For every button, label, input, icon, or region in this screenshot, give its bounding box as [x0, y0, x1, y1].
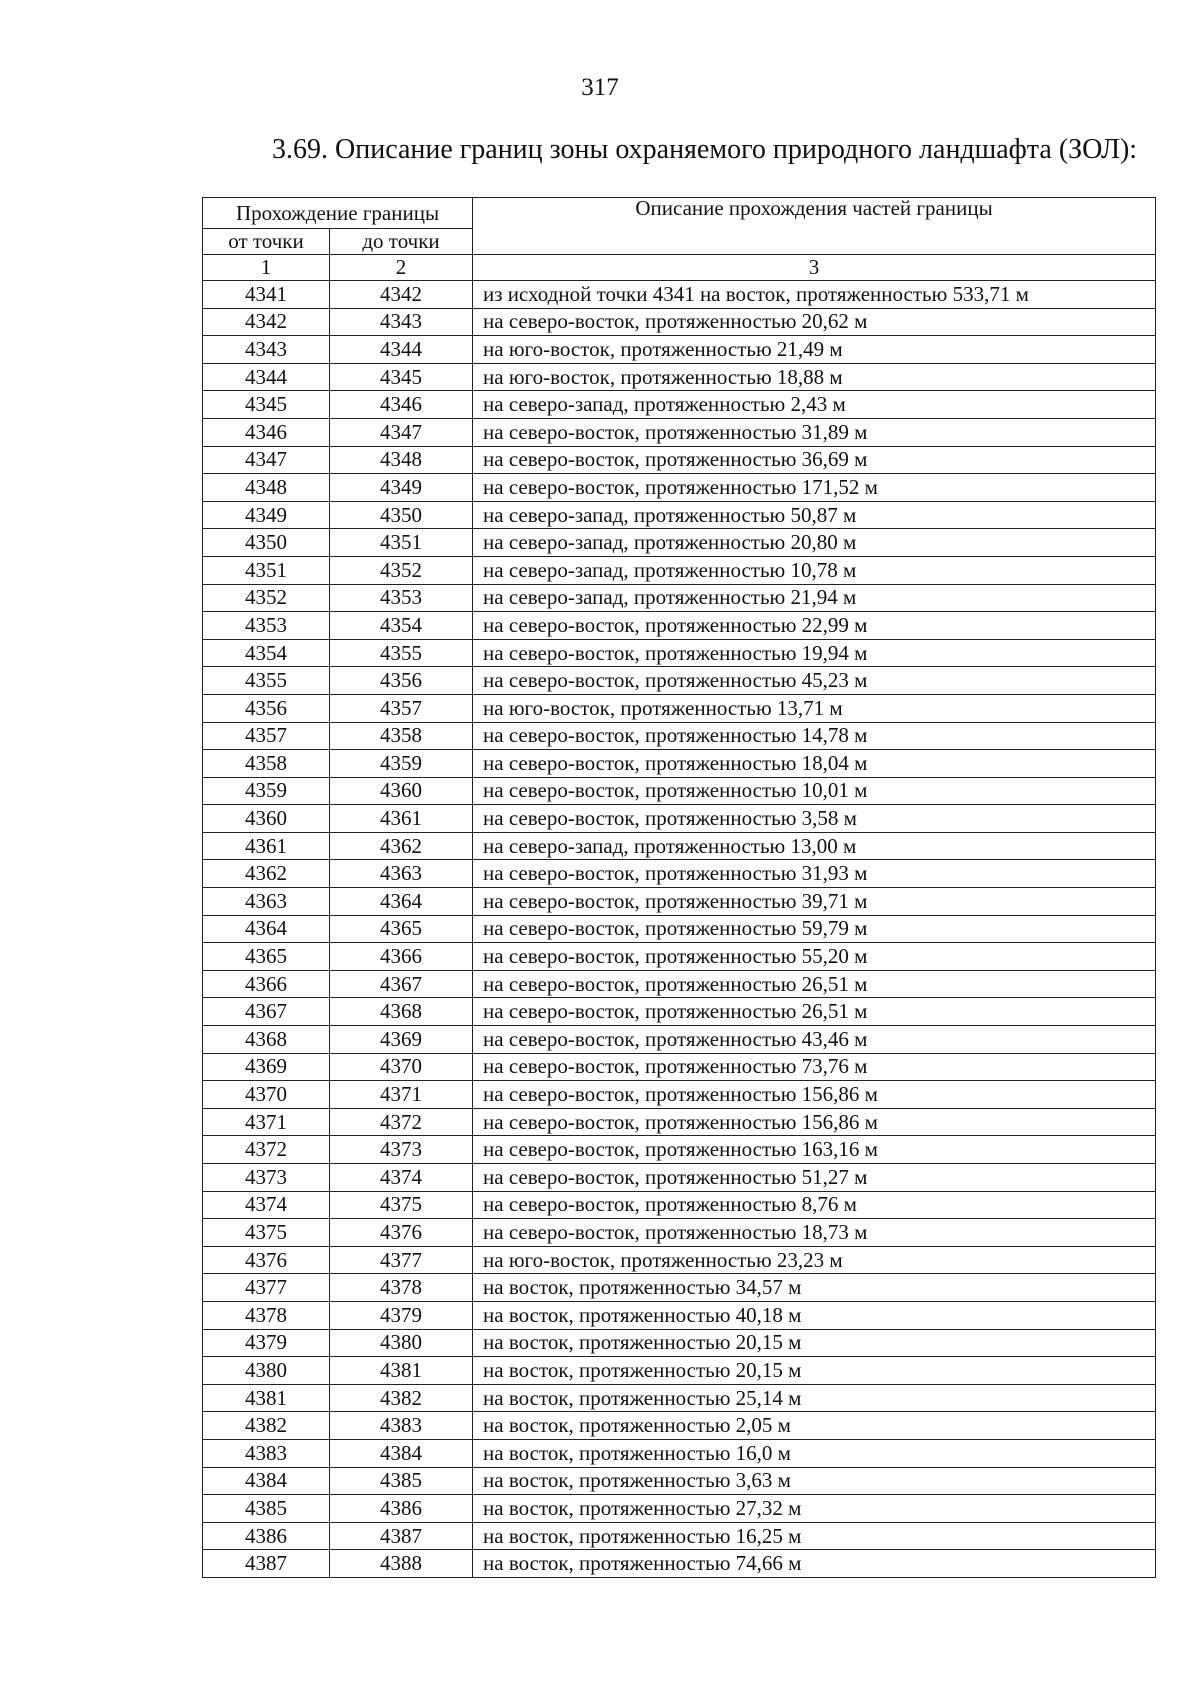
table-row: [203, 1164, 1156, 1192]
from-point-cell: 4348: [203, 474, 330, 502]
to-point-cell: 4348: [330, 446, 473, 474]
table-row: [203, 1384, 1156, 1412]
to-point-cell: 4380: [330, 1329, 473, 1357]
to-point-cell: 4383: [330, 1412, 473, 1440]
from-point-cell: 4351: [203, 556, 330, 584]
description-cell: на северо-запад, протяженностью 21,94 м: [473, 584, 1156, 612]
table-row: [203, 639, 1156, 667]
description-cell: на северо-восток, протяженностью 18,04 м: [473, 750, 1156, 778]
from-point-cell: 4381: [203, 1384, 330, 1412]
boundary-table: [202, 197, 1156, 1578]
from-point-cell: 4367: [203, 998, 330, 1026]
from-point-cell: 4343: [203, 336, 330, 364]
from-point-cell: 4342: [203, 308, 330, 336]
table-row: [203, 694, 1156, 722]
from-point-cell: 4346: [203, 418, 330, 446]
table-row: [203, 1495, 1156, 1523]
table-row: [203, 612, 1156, 640]
table-row: [203, 391, 1156, 419]
from-point-cell: 4380: [203, 1357, 330, 1385]
description-cell: на северо-запад, протяженностью 10,78 м: [473, 556, 1156, 584]
table-row: [203, 556, 1156, 584]
column-number: 1: [203, 255, 330, 281]
description-cell: из исходной точки 4341 на восток, протяженностью 533,71 м: [473, 281, 1156, 309]
from-point-cell: 4341: [203, 281, 330, 309]
to-point-cell: 4371: [330, 1081, 473, 1109]
to-point-cell: 4374: [330, 1164, 473, 1192]
to-point-cell: 4344: [330, 336, 473, 364]
from-point-cell: 4373: [203, 1164, 330, 1192]
description-cell: на северо-восток, протяженностью 26,51 м: [473, 970, 1156, 998]
from-point-cell: 4370: [203, 1081, 330, 1109]
column-number: 2: [330, 255, 473, 281]
description-cell: на северо-запад, протяженностью 20,80 м: [473, 529, 1156, 557]
table-row: [203, 1301, 1156, 1329]
from-point-cell: 4378: [203, 1301, 330, 1329]
to-point-cell: 4342: [330, 281, 473, 309]
description-cell: на северо-восток, протяженностью 163,16 м: [473, 1136, 1156, 1164]
to-point-cell: 4347: [330, 418, 473, 446]
description-cell: на северо-восток, протяженностью 19,94 м: [473, 639, 1156, 667]
description-cell: на северо-восток, протяженностью 18,73 м: [473, 1219, 1156, 1247]
to-point-cell: 4375: [330, 1191, 473, 1219]
table-row: [203, 529, 1156, 557]
description-cell: на восток, протяженностью 2,05 м: [473, 1412, 1156, 1440]
to-point-cell: 4382: [330, 1384, 473, 1412]
from-point-cell: 4345: [203, 391, 330, 419]
to-point-cell: 4349: [330, 474, 473, 502]
description-cell: на юго-восток, протяженностью 23,23 м: [473, 1246, 1156, 1274]
column-number: 3: [473, 255, 1156, 281]
to-point-cell: 4367: [330, 970, 473, 998]
from-point-cell: 4347: [203, 446, 330, 474]
table-row: [203, 1357, 1156, 1385]
table-row: [203, 1191, 1156, 1219]
table-row: [203, 1467, 1156, 1495]
to-point-cell: 4359: [330, 750, 473, 778]
description-cell: на северо-восток, протяженностью 36,69 м: [473, 446, 1156, 474]
table-row: [203, 1550, 1156, 1578]
table-row: [203, 418, 1156, 446]
description-cell: на северо-запад, протяженностью 13,00 м: [473, 832, 1156, 860]
from-point-cell: 4384: [203, 1467, 330, 1495]
from-point-cell: 4371: [203, 1108, 330, 1136]
description-cell: на северо-восток, протяженностью 59,79 м: [473, 915, 1156, 943]
table-row: [203, 336, 1156, 364]
to-point-cell: 4346: [330, 391, 473, 419]
table-row: [203, 1219, 1156, 1247]
from-point-cell: 4365: [203, 943, 330, 971]
table-row: [203, 1081, 1156, 1109]
table-row: [203, 584, 1156, 612]
to-point-cell: 4362: [330, 832, 473, 860]
to-point-cell: 4379: [330, 1301, 473, 1329]
description-cell: на северо-восток, протяженностью 39,71 м: [473, 888, 1156, 916]
header-boundary-passage: Прохождение границы: [203, 198, 473, 229]
from-point-cell: 4344: [203, 363, 330, 391]
description-cell: на северо-восток, протяженностью 26,51 м: [473, 998, 1156, 1026]
table-row: [203, 970, 1156, 998]
description-cell: на северо-восток, протяженностью 156,86 м: [473, 1081, 1156, 1109]
description-cell: на северо-восток, протяженностью 31,93 м: [473, 860, 1156, 888]
table-row: [203, 501, 1156, 529]
table-row: [203, 915, 1156, 943]
to-point-cell: 4366: [330, 943, 473, 971]
table-row: [203, 1274, 1156, 1302]
table-row: [203, 805, 1156, 833]
table-row: [203, 308, 1156, 336]
to-point-cell: 4388: [330, 1550, 473, 1578]
from-point-cell: 4382: [203, 1412, 330, 1440]
table-row: [203, 750, 1156, 778]
description-cell: на восток, протяженностью 34,57 м: [473, 1274, 1156, 1302]
to-point-cell: 4355: [330, 639, 473, 667]
description-cell: на северо-восток, протяженностью 14,78 м: [473, 722, 1156, 750]
to-point-cell: 4385: [330, 1467, 473, 1495]
table-row: [203, 474, 1156, 502]
from-point-cell: 4386: [203, 1522, 330, 1550]
from-point-cell: 4356: [203, 694, 330, 722]
description-cell: на северо-запад, протяженностью 50,87 м: [473, 501, 1156, 529]
from-point-cell: 4375: [203, 1219, 330, 1247]
to-point-cell: 4356: [330, 667, 473, 695]
from-point-cell: 4361: [203, 832, 330, 860]
table-row: [203, 281, 1156, 309]
header-from-point: от точки: [203, 229, 330, 255]
to-point-cell: 4354: [330, 612, 473, 640]
to-point-cell: 4373: [330, 1136, 473, 1164]
from-point-cell: 4363: [203, 888, 330, 916]
from-point-cell: 4372: [203, 1136, 330, 1164]
from-point-cell: 4376: [203, 1246, 330, 1274]
to-point-cell: 4386: [330, 1495, 473, 1523]
to-point-cell: 4350: [330, 501, 473, 529]
to-point-cell: 4369: [330, 1026, 473, 1054]
description-cell: на восток, протяженностью 25,14 м: [473, 1384, 1156, 1412]
table-row: [203, 722, 1156, 750]
to-point-cell: 4365: [330, 915, 473, 943]
from-point-cell: 4364: [203, 915, 330, 943]
to-point-cell: 4352: [330, 556, 473, 584]
table-row: [203, 1026, 1156, 1054]
table-row: [203, 1108, 1156, 1136]
to-point-cell: 4368: [330, 998, 473, 1026]
from-point-cell: 4358: [203, 750, 330, 778]
to-point-cell: 4343: [330, 308, 473, 336]
description-cell: на северо-восток, протяженностью 45,23 м: [473, 667, 1156, 695]
from-point-cell: 4350: [203, 529, 330, 557]
table-row: [203, 860, 1156, 888]
description-cell: на юго-восток, протяженностью 21,49 м: [473, 336, 1156, 364]
table-row: [203, 1053, 1156, 1081]
to-point-cell: 4351: [330, 529, 473, 557]
header-to-point: до точки: [330, 229, 473, 255]
description-cell: на северо-восток, протяженностью 171,52 м: [473, 474, 1156, 502]
description-cell: на северо-восток, протяженностью 22,99 м: [473, 612, 1156, 640]
column-number-row: [203, 255, 1156, 281]
description-cell: на северо-восток, протяженностью 73,76 м: [473, 1053, 1156, 1081]
from-point-cell: 4354: [203, 639, 330, 667]
to-point-cell: 4345: [330, 363, 473, 391]
from-point-cell: 4387: [203, 1550, 330, 1578]
to-point-cell: 4360: [330, 777, 473, 805]
to-point-cell: 4384: [330, 1439, 473, 1467]
from-point-cell: 4349: [203, 501, 330, 529]
description-cell: на северо-восток, протяженностью 43,46 м: [473, 1026, 1156, 1054]
to-point-cell: 4378: [330, 1274, 473, 1302]
to-point-cell: 4364: [330, 888, 473, 916]
from-point-cell: 4352: [203, 584, 330, 612]
description-cell: на восток, протяженностью 16,0 м: [473, 1439, 1156, 1467]
from-point-cell: 4366: [203, 970, 330, 998]
description-cell: на юго-восток, протяженностью 18,88 м: [473, 363, 1156, 391]
table-row: [203, 1246, 1156, 1274]
description-cell: на юго-восток, протяженностью 13,71 м: [473, 694, 1156, 722]
table-row: [203, 667, 1156, 695]
from-point-cell: 4355: [203, 667, 330, 695]
to-point-cell: 4357: [330, 694, 473, 722]
description-cell: на северо-восток, протяженностью 20,62 м: [473, 308, 1156, 336]
table-row: [203, 1522, 1156, 1550]
table-row: [203, 832, 1156, 860]
table-row: [203, 943, 1156, 971]
description-cell: на северо-восток, протяженностью 51,27 м: [473, 1164, 1156, 1192]
table-row: [203, 1439, 1156, 1467]
to-point-cell: 4387: [330, 1522, 473, 1550]
table-row: [203, 998, 1156, 1026]
table-row: [203, 1412, 1156, 1440]
to-point-cell: 4376: [330, 1219, 473, 1247]
from-point-cell: 4379: [203, 1329, 330, 1357]
from-point-cell: 4362: [203, 860, 330, 888]
table-row: [203, 888, 1156, 916]
from-point-cell: 4360: [203, 805, 330, 833]
to-point-cell: 4358: [330, 722, 473, 750]
table-row: [203, 1329, 1156, 1357]
to-point-cell: 4370: [330, 1053, 473, 1081]
description-cell: на восток, протяженностью 40,18 м: [473, 1301, 1156, 1329]
header-description: Описание прохождения частей границы: [473, 198, 1156, 255]
from-point-cell: 4353: [203, 612, 330, 640]
description-cell: на северо-запад, протяженностью 2,43 м: [473, 391, 1156, 419]
to-point-cell: 4361: [330, 805, 473, 833]
table-header-row: [203, 198, 1156, 229]
table-row: [203, 363, 1156, 391]
to-point-cell: 4381: [330, 1357, 473, 1385]
section-title: 3.69. Описание границ зоны охраняемого природного ландшафта (ЗОЛ):: [272, 134, 1138, 165]
from-point-cell: 4383: [203, 1439, 330, 1467]
description-cell: на северо-восток, протяженностью 10,01 м: [473, 777, 1156, 805]
from-point-cell: 4385: [203, 1495, 330, 1523]
table-body: [203, 255, 1156, 1578]
description-cell: на северо-восток, протяженностью 31,89 м: [473, 418, 1156, 446]
from-point-cell: 4357: [203, 722, 330, 750]
description-cell: на восток, протяженностью 27,32 м: [473, 1495, 1156, 1523]
table-row: [203, 1136, 1156, 1164]
to-point-cell: 4363: [330, 860, 473, 888]
from-point-cell: 4377: [203, 1274, 330, 1302]
from-point-cell: 4374: [203, 1191, 330, 1219]
description-cell: на восток, протяженностью 20,15 м: [473, 1357, 1156, 1385]
description-cell: на северо-восток, протяженностью 156,86 м: [473, 1108, 1156, 1136]
description-cell: на восток, протяженностью 20,15 м: [473, 1329, 1156, 1357]
from-point-cell: 4369: [203, 1053, 330, 1081]
table-row: [203, 777, 1156, 805]
page-number: 317: [581, 74, 619, 101]
description-cell: на северо-восток, протяженностью 8,76 м: [473, 1191, 1156, 1219]
description-cell: на восток, протяженностью 3,63 м: [473, 1467, 1156, 1495]
description-cell: на северо-восток, протяженностью 3,58 м: [473, 805, 1156, 833]
description-cell: на северо-восток, протяженностью 55,20 м: [473, 943, 1156, 971]
to-point-cell: 4353: [330, 584, 473, 612]
description-cell: на восток, протяженностью 74,66 м: [473, 1550, 1156, 1578]
from-point-cell: 4368: [203, 1026, 330, 1054]
from-point-cell: 4359: [203, 777, 330, 805]
to-point-cell: 4377: [330, 1246, 473, 1274]
table-row: [203, 446, 1156, 474]
description-cell: на восток, протяженностью 16,25 м: [473, 1522, 1156, 1550]
to-point-cell: 4372: [330, 1108, 473, 1136]
